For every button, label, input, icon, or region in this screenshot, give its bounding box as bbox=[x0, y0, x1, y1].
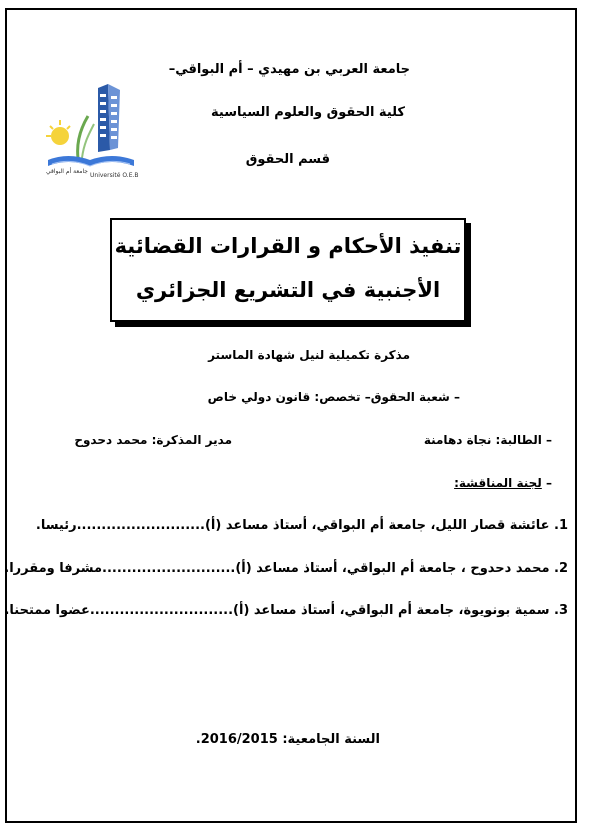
university-logo-icon bbox=[38, 80, 144, 182]
student-name: – الطالبة: نجاة دهامنة bbox=[423, 433, 552, 447]
university-logo bbox=[38, 80, 144, 182]
department-name: قسم الحقوق bbox=[245, 152, 330, 167]
committee-label: لجنة المناقشة: bbox=[454, 476, 542, 490]
supervisor-name: مدير المذكرة: محمد دحدوح bbox=[74, 433, 232, 447]
committee-member: 1. عائشة قصار الليل، جامعة أم البواقي، أستاذ مساعد (أ)..........................رئيسا. bbox=[35, 518, 568, 533]
committee-member: 3. سمية بونويوة، جامعة أم البواقي، أستاذ مساعد (أ).............................عضوا ممتحنا. bbox=[4, 603, 568, 618]
logo-sub-caption: Université O.E.B bbox=[90, 172, 139, 179]
specialty-line: – شعبة الحقوق– تخصص: قانون دولي خاص bbox=[207, 390, 460, 404]
thesis-subtitle: مذكرة تكميلية لنيل شهادة الماستر bbox=[208, 348, 410, 362]
thesis-title-box bbox=[110, 218, 466, 322]
thesis-title-line2: الأجنبية في التشريع الجزائري bbox=[135, 278, 441, 302]
academic-year: السنة الجامعية: 2016/2015. bbox=[195, 732, 380, 747]
university-name: جامعة العربي بن مهيدي – أم البواقي– bbox=[168, 62, 410, 77]
committee-heading bbox=[454, 476, 552, 490]
logo-caption: جامعة أم البواقي bbox=[46, 168, 88, 175]
committee-bullet: – bbox=[546, 476, 552, 490]
faculty-name: كلية الحقوق والعلوم السياسية bbox=[211, 105, 405, 120]
thesis-title-line1: تنفيذ الأحكام و القرارات القضائية bbox=[114, 234, 462, 258]
committee-member: 2. محمد دحدوح ، جامعة أم البواقي، أستاذ مساعد (أ)...........................مشرفا ومقررا. bbox=[4, 561, 568, 576]
